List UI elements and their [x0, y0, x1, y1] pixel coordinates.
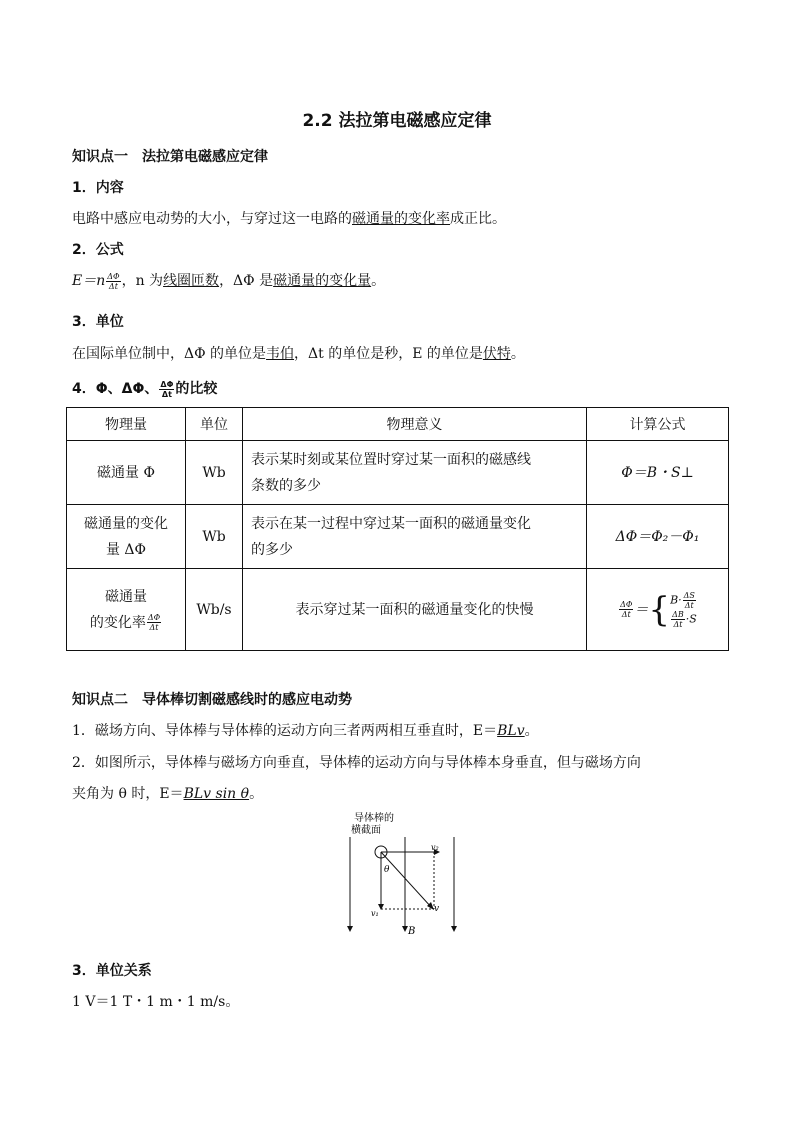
fraction [147, 613, 161, 632]
table-row [67, 505, 729, 569]
case-1 [670, 591, 697, 610]
underlined-text: 磁通量的变化率 [352, 211, 450, 227]
table-row [67, 441, 729, 505]
text: 磁通量 [105, 588, 147, 605]
table-cell: ΔΦ＝Φ₂－Φ₁ [587, 505, 729, 569]
page-title: 2.2 法拉第电磁感应定律 [302, 111, 492, 131]
case-2 [670, 610, 697, 629]
v1-label: v₁ [371, 909, 379, 918]
text: 。 [249, 786, 264, 802]
table-cell [243, 505, 587, 569]
text: 。 [371, 273, 386, 289]
fraction [619, 600, 633, 619]
fraction-num: ΔΦ [147, 613, 161, 622]
s2-item1 [72, 720, 539, 740]
item1-text [72, 208, 506, 228]
text: 4．Φ、ΔΦ、 [72, 381, 159, 397]
fraction [106, 272, 120, 291]
theta-label: θ [384, 865, 390, 875]
text: 量 ΔΦ [105, 541, 147, 558]
text: 的变化率 [89, 614, 146, 631]
s2-item2-line2 [72, 783, 263, 803]
item2-formula [72, 270, 385, 291]
text: 表示在某一过程中穿过某一面积的磁通量变化 [251, 515, 531, 532]
text: 在国际单位制中，ΔΦ 的单位是 [72, 346, 267, 362]
text: 。 [524, 723, 539, 739]
caption-line2: 横截面 [351, 825, 381, 836]
text: 磁通量 Φ [97, 464, 155, 481]
text: ，Δt 的单位是秒，E 的单位是 [294, 346, 483, 362]
text: 1．磁场方向、导体棒与导体棒的运动方向三者两两相互垂直时，E＝ [72, 723, 498, 739]
conductor-diagram [338, 812, 458, 942]
v2-label: v₂ [431, 843, 439, 852]
arrow-head [451, 926, 457, 932]
fraction-num: ΔB [672, 609, 684, 619]
item3-text [72, 343, 525, 363]
text: ·S [685, 612, 697, 625]
s2-item3-text: 1 V＝1 T・1 m・1 m/s。 [72, 994, 240, 1010]
s2-item3-label: 3．单位关系 [72, 963, 152, 979]
text: ，n 为 [121, 273, 164, 289]
table-header: 物理量 [67, 408, 186, 441]
table-cell [67, 441, 186, 505]
fraction-den: Δt [108, 281, 118, 291]
table-header: 单位 [186, 408, 243, 441]
text: 。 [510, 346, 525, 362]
s2-item2-line1: 2．如图所示，导体棒与磁场方向垂直，导体棒的运动方向与导体棒本身垂直，但与磁场方向 [72, 755, 641, 771]
text: ，ΔΦ 是 [219, 273, 274, 289]
caption-line1: 导体棒的 [354, 813, 394, 824]
text: B· [670, 593, 682, 606]
section1-heading: 知识点一 法拉第电磁感应定律 [72, 149, 268, 165]
text: 磁通量的变化 [84, 515, 168, 532]
table-row [67, 569, 729, 651]
underlined-text: 线圈匝数 [163, 273, 220, 289]
v-label: v [434, 904, 440, 914]
fraction [671, 610, 685, 629]
fraction-num: ΔΦ [107, 271, 120, 281]
text: 的比较 [175, 381, 218, 397]
text: 夹角为 θ 时，E＝ [72, 786, 184, 802]
B-label: B [408, 926, 416, 937]
formula-cases [670, 591, 697, 629]
fraction [159, 380, 174, 399]
table-cell [243, 441, 587, 505]
table-header: 物理意义 [243, 408, 587, 441]
table-cell [587, 569, 729, 651]
table-cell [67, 569, 186, 651]
fraction-den: Δt [621, 610, 631, 619]
table-cell: Wb/s [186, 569, 243, 651]
table-header-row [67, 408, 729, 441]
table-cell: Φ＝B・S⊥ [587, 441, 729, 505]
fraction-num: ΔS [683, 590, 695, 600]
item2-label: 2．公式 [72, 242, 124, 258]
formula-lhs: E＝n [72, 273, 106, 289]
underlined-text: 磁通量的变化量 [273, 273, 372, 289]
text: 电路中感应电动势的大小，与穿过这一电路的 [72, 211, 352, 227]
text: 成正比。 [450, 211, 506, 227]
v-vector [381, 852, 432, 908]
table-cell: 表示穿过某一面积的磁通量变化的快慢 [243, 569, 587, 651]
table-cell [67, 505, 186, 569]
section2-heading: 知识点二 导体棒切割磁感线时的感应电动势 [72, 692, 352, 708]
table-cell: Wb [186, 505, 243, 569]
text: 条数的多少 [251, 477, 321, 494]
fraction-num: ΔΦ [620, 600, 633, 609]
comparison-table [66, 407, 729, 651]
item4-label [72, 378, 217, 399]
underlined-text: 韦伯 [266, 346, 295, 362]
underlined-text: BLv sin θ [183, 786, 250, 802]
fraction-den: Δt [673, 619, 683, 629]
text: 的多少 [251, 541, 293, 558]
table-cell: Wb [186, 441, 243, 505]
underlined-text: BLv [497, 723, 525, 739]
fraction-den: Δt [684, 600, 694, 610]
fraction-den: Δt [149, 623, 159, 632]
arrow-head [347, 926, 353, 932]
fraction-den: Δt [161, 389, 172, 399]
fraction-num: ΔΦ [160, 379, 174, 389]
text: 表示某时刻或某位置时穿过某一面积的磁感线 [251, 451, 531, 468]
fraction [683, 591, 696, 610]
item1-label: 1．内容 [72, 180, 124, 196]
equals-sign: ＝ [634, 601, 649, 618]
item3-label: 3．单位 [72, 314, 124, 330]
brace: { [648, 589, 671, 630]
table-header: 计算公式 [587, 408, 729, 441]
underlined-text: 伏特 [482, 346, 511, 362]
